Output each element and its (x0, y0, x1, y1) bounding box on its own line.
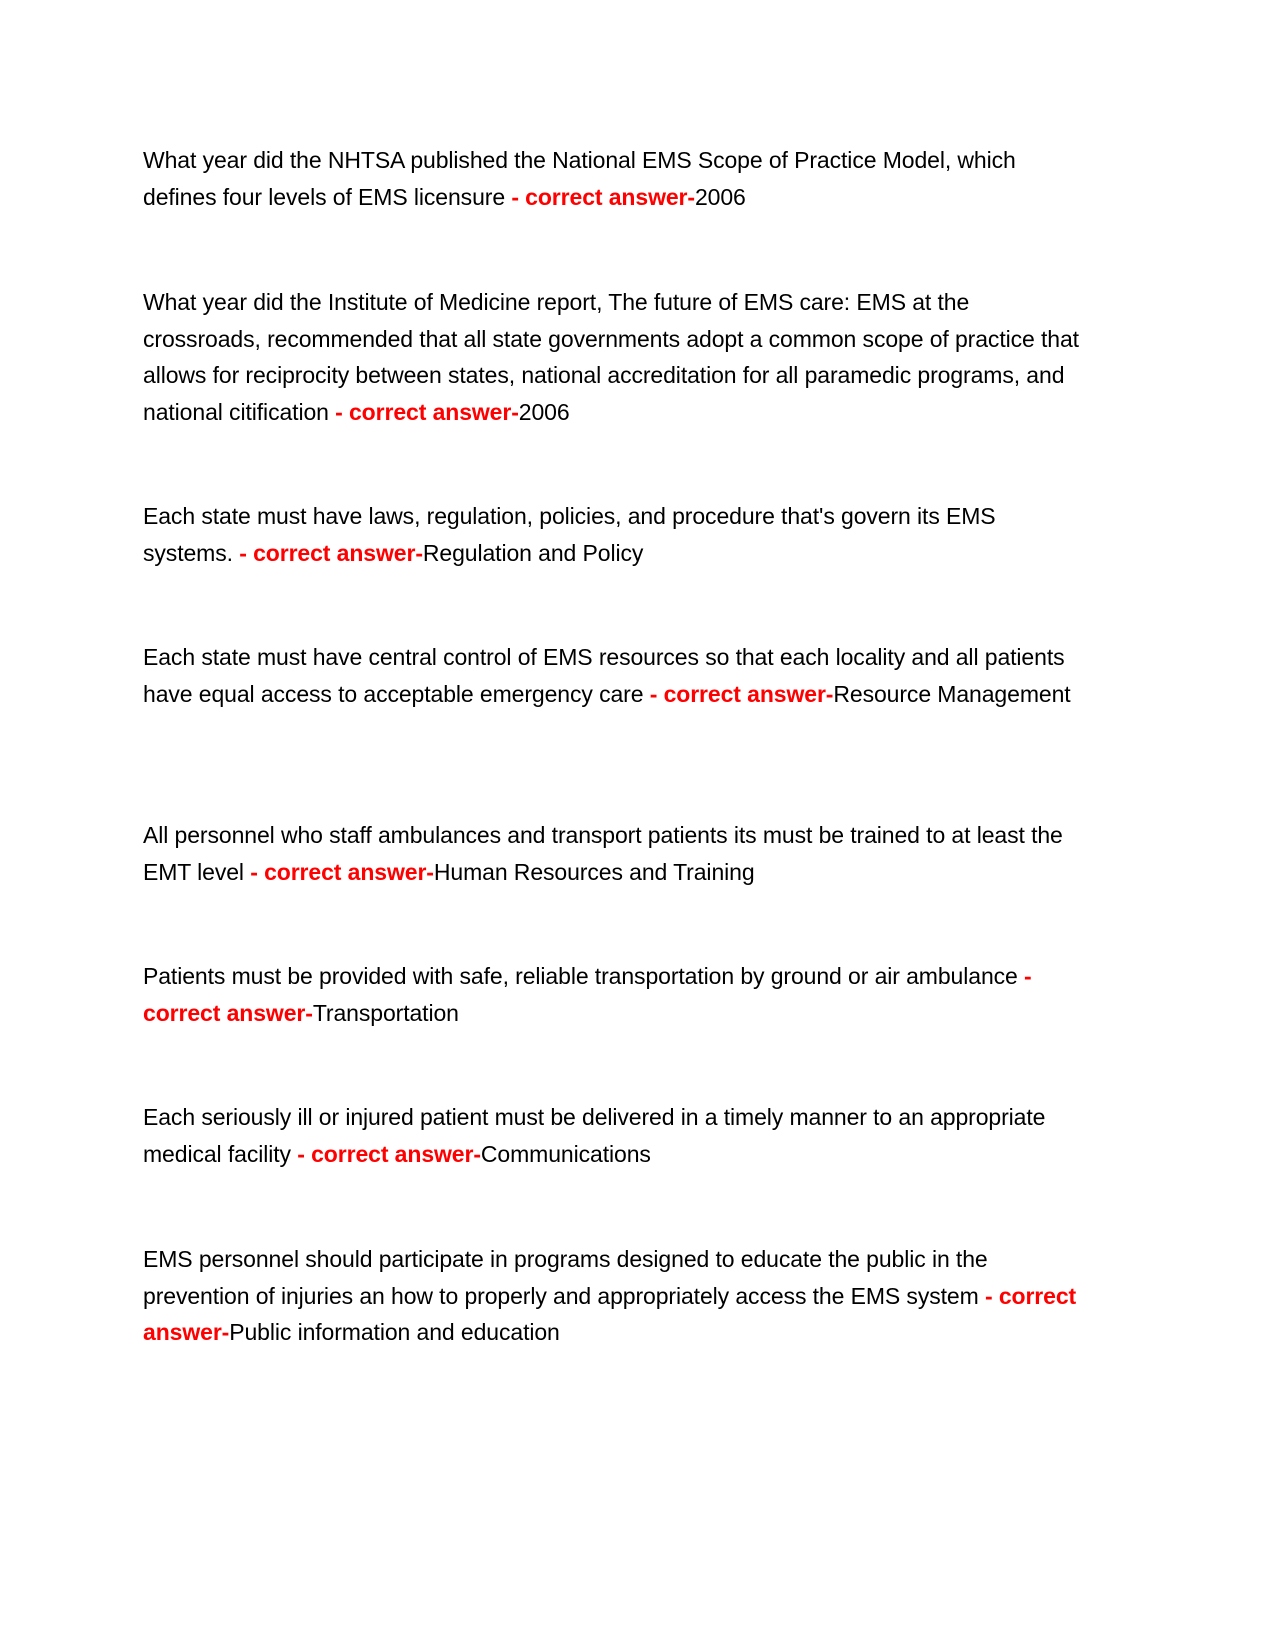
correct-answer-separator: - correct answer- (297, 1140, 481, 1167)
answer-text: 2006 (694, 183, 746, 210)
qa-item (143, 1099, 1083, 1172)
correct-answer-separator: - correct answer- (511, 183, 695, 210)
question-text: Each state must have laws, regulation, policies, and procedure that's govern its EMS systems. (143, 503, 996, 566)
qa-item (143, 817, 1083, 890)
answer-text: Regulation and Policy (422, 539, 644, 566)
correct-answer-separator: - correct answer- (649, 680, 834, 707)
qa-item (143, 958, 1083, 1031)
answer-text: Resource Management (833, 680, 1071, 707)
qa-item (143, 1241, 1083, 1351)
question-text: Each state must have central control of EMS resources so that each locality and all patients have equal access to acceptable emergency care (143, 644, 1065, 707)
correct-answer-separator: - correct answer- (239, 539, 423, 566)
question-text: What year did the NHTSA published the National EMS Scope of Practice Model, which defines four levels of EMS licensure (143, 147, 1016, 210)
qa-item (143, 142, 1083, 215)
answer-text: 2006 (518, 398, 570, 425)
correct-answer-separator: - correct answer- (250, 858, 434, 885)
correct-answer-separator: - correct answer- (143, 1282, 1077, 1345)
correct-answer-separator: - correct answer- (143, 963, 1032, 1026)
answer-text: Transportation (312, 999, 459, 1026)
qa-item (143, 284, 1083, 430)
answer-text: Communications (480, 1140, 651, 1167)
answer-text: Human Resources and Training (433, 858, 755, 885)
question-text: EMS personnel should participate in programs designed to educate the public in the prevention of injuries an how to properly and appropriately access the EMS system (143, 1246, 988, 1309)
question-text: What year did the Institute of Medicine report, The future of EMS care: EMS at the crossroads, recommended that all state governments adopt a common scope of practice that allows for reciprocity between states, national accreditation for all paramedic programs, and national citification (143, 289, 1079, 425)
question-text: All personnel who staff ambulances and transport patients its must be trained to at least the EMT level (143, 822, 1063, 885)
question-text: Each seriously ill or injured patient must be delivered in a timely manner to an appropriate medical facility (143, 1104, 1046, 1167)
qa-item (143, 639, 1083, 712)
answer-text: Public information and education (229, 1319, 560, 1345)
question-text: Patients must be provided with safe, reliable transportation by ground or air ambulance (143, 963, 1025, 989)
correct-answer-separator: - correct answer- (335, 398, 519, 425)
qa-item (143, 498, 1083, 571)
